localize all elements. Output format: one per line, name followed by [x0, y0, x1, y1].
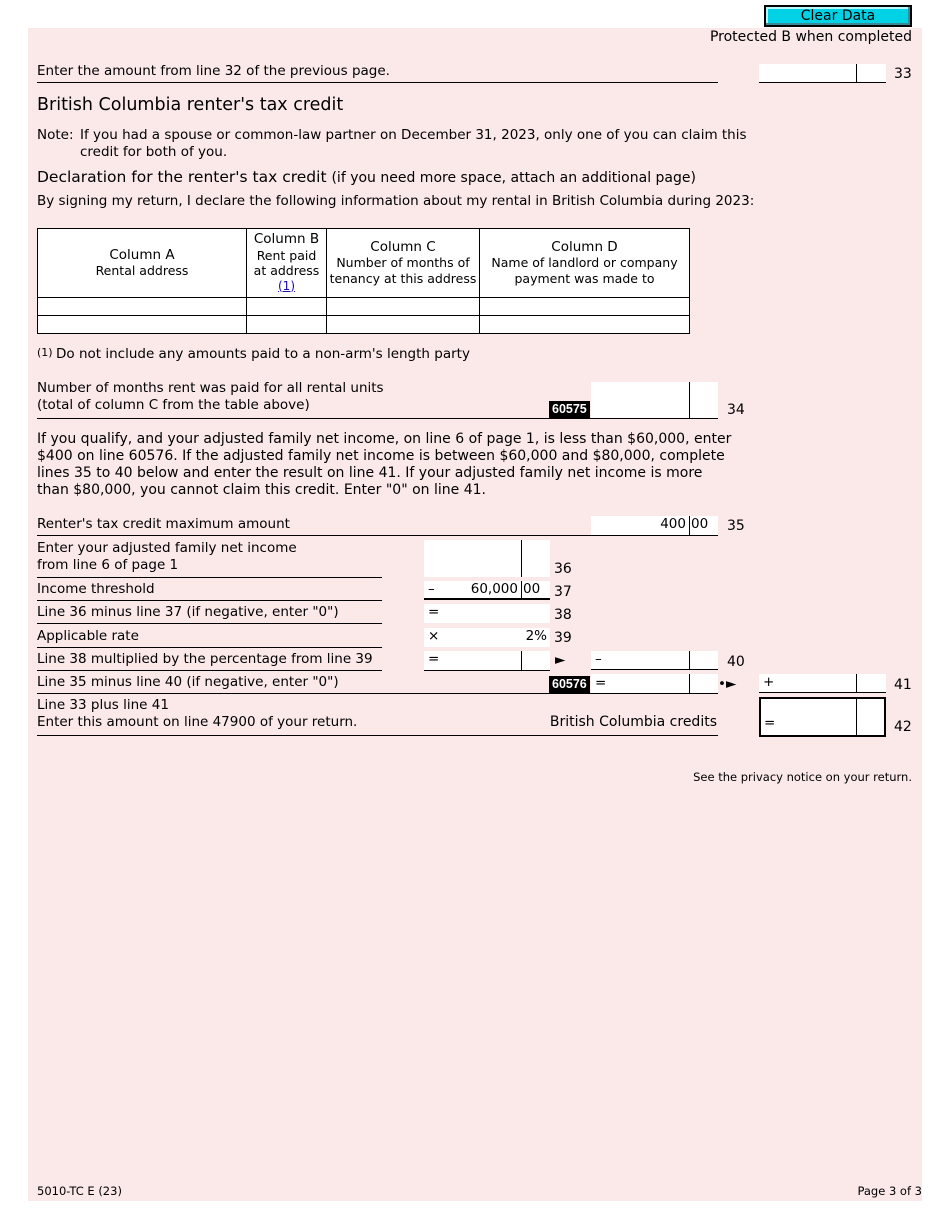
- line38-input[interactable]: [424, 604, 550, 623]
- bullet-arrow-icon: •►: [718, 676, 737, 692]
- line34-text1: Number of months rent was paid for all rental units: [37, 380, 384, 396]
- protected-b-label: Protected B when completed: [709, 29, 912, 45]
- line42-text2: Enter this amount on line 47900 of your return.: [37, 714, 358, 730]
- table-row: [38, 316, 690, 334]
- column-c-desc2: tenancy at this address: [329, 270, 477, 286]
- line-number-41: 41: [894, 677, 912, 693]
- page-number: Page 3 of 3: [857, 1184, 922, 1198]
- line40-input[interactable]: [424, 651, 550, 670]
- declaration-text: By signing my return, I declare the following information about my rental in British Columbia during 2023:: [37, 193, 755, 209]
- column-d-name: Column D: [551, 238, 618, 255]
- line39-text: Applicable rate: [37, 628, 139, 644]
- arrow-icon: ►: [555, 652, 566, 668]
- footnote-text: Do not include any amounts paid to a non-arm's length party: [56, 346, 470, 362]
- line36-input[interactable]: [424, 540, 550, 577]
- form-id: 5010-TC E (23): [37, 1184, 122, 1198]
- declaration-title-suffix: (if you need more space, attach an additional page): [331, 170, 696, 186]
- line41-sign2: +: [763, 674, 775, 690]
- bc-credits-label: British Columbia credits: [549, 714, 717, 730]
- note-line2: credit for both of you.: [80, 144, 228, 160]
- line34-text2: (total of column C from the table above): [37, 397, 310, 413]
- line37-sign: –: [428, 581, 435, 597]
- footnote-mark: (1): [37, 346, 53, 359]
- qualify-line3: lines 35 to 40 below and enter the result on line 41. If your adjusted family net income is more: [37, 465, 703, 481]
- line-number-37: 37: [554, 584, 572, 600]
- column-b-name: Column B: [253, 231, 320, 247]
- column-a-desc: Rental address: [95, 263, 189, 278]
- line37-cents: 00: [523, 581, 541, 597]
- qualify-line2: $400 on line 60576. If the adjusted family net income is between $60,000 and $80,000, complete: [37, 448, 725, 464]
- rent-paid-cell[interactable]: [247, 298, 327, 316]
- column-c-header: [327, 229, 480, 298]
- line41-result[interactable]: [759, 674, 886, 693]
- column-b-desc2: at address: [253, 263, 320, 278]
- landlord-cell[interactable]: [480, 298, 690, 316]
- line41-input[interactable]: [591, 674, 718, 693]
- line-number-35: 35: [727, 518, 745, 534]
- declaration-title-main: Declaration for the renter's tax credit: [37, 168, 327, 186]
- line34-input[interactable]: [591, 382, 718, 418]
- note-label: Note:: [37, 127, 74, 143]
- column-c-desc1: Number of months of: [336, 255, 470, 271]
- line40-text: Line 38 multiplied by the percentage from line 39: [37, 651, 373, 667]
- line39-sign: ×: [428, 628, 440, 644]
- table-row: [38, 298, 690, 316]
- months-cell[interactable]: [327, 298, 480, 316]
- code-60576: 60576: [549, 676, 590, 693]
- rental-address-cell[interactable]: [38, 298, 247, 316]
- column-d-desc1: Name of landlord or company: [491, 255, 678, 271]
- rent-paid-cell[interactable]: [247, 316, 327, 334]
- footnote-link[interactable]: (1): [278, 278, 295, 293]
- line33-text: Enter the amount from line 32 of the previous page.: [37, 63, 390, 79]
- line40-sign2: –: [595, 651, 602, 667]
- line41-sign: =: [595, 675, 607, 691]
- line-number-33: 33: [894, 66, 912, 82]
- line-number-39: 39: [554, 630, 572, 646]
- line-number-40: 40: [727, 654, 745, 670]
- line42-total[interactable]: [759, 697, 886, 737]
- rental-address-cell[interactable]: [38, 316, 247, 334]
- line-number-42: 42: [894, 719, 912, 735]
- line38-sign: =: [428, 604, 440, 620]
- line42-text1: Line 33 plus line 41: [37, 697, 169, 713]
- section-title: British Columbia renter's tax credit: [37, 95, 344, 115]
- line40-result[interactable]: [591, 651, 718, 670]
- months-cell[interactable]: [327, 316, 480, 334]
- column-c-name: Column C: [370, 238, 436, 255]
- column-b-header: [247, 229, 327, 298]
- line33-input[interactable]: [759, 64, 886, 83]
- qualify-line1: If you qualify, and your adjusted family net income, on line 6 of page 1, is less than $60,000, enter: [37, 431, 732, 447]
- line40-sign: =: [428, 651, 440, 667]
- privacy-notice: See the privacy notice on your return.: [693, 770, 912, 784]
- line39-value: 2%: [525, 628, 547, 644]
- line41-text: Line 35 minus line 40 (if negative, enter "0"): [37, 674, 339, 690]
- column-d-desc2: payment was made to: [514, 270, 655, 286]
- column-a-header: [38, 229, 247, 298]
- qualify-line4: than $80,000, you cannot claim this credit. Enter "0" on line 41.: [37, 482, 486, 498]
- clear-data-button[interactable]: Clear Data: [764, 5, 912, 27]
- line35-text: Renter's tax credit maximum amount: [37, 516, 290, 532]
- line-number-38: 38: [554, 607, 572, 623]
- line37-dollars: 60,000: [470, 581, 518, 597]
- line36-text1: Enter your adjusted family net income: [37, 540, 297, 556]
- line38-text: Line 36 minus line 37 (if negative, enter "0"): [37, 604, 339, 620]
- line35-cents: 00: [691, 516, 709, 532]
- column-d-header: [480, 229, 690, 298]
- declaration-title: [37, 168, 696, 186]
- landlord-cell[interactable]: [480, 316, 690, 334]
- line-number-36: 36: [554, 561, 572, 577]
- line42-sign: =: [764, 715, 776, 731]
- line-number-34: 34: [727, 402, 745, 418]
- note-line1: If you had a spouse or common-law partner on December 31, 2023, only one of you can claim this: [80, 127, 747, 143]
- column-a-name: Column A: [109, 246, 175, 263]
- line35-dollars: 400: [660, 516, 686, 532]
- rental-table: [37, 228, 690, 334]
- line36-text2: from line 6 of page 1: [37, 557, 179, 573]
- line37-text: Income threshold: [37, 581, 155, 597]
- column-b-desc1: Rent paid: [256, 247, 317, 263]
- code-60575: 60575: [549, 401, 590, 418]
